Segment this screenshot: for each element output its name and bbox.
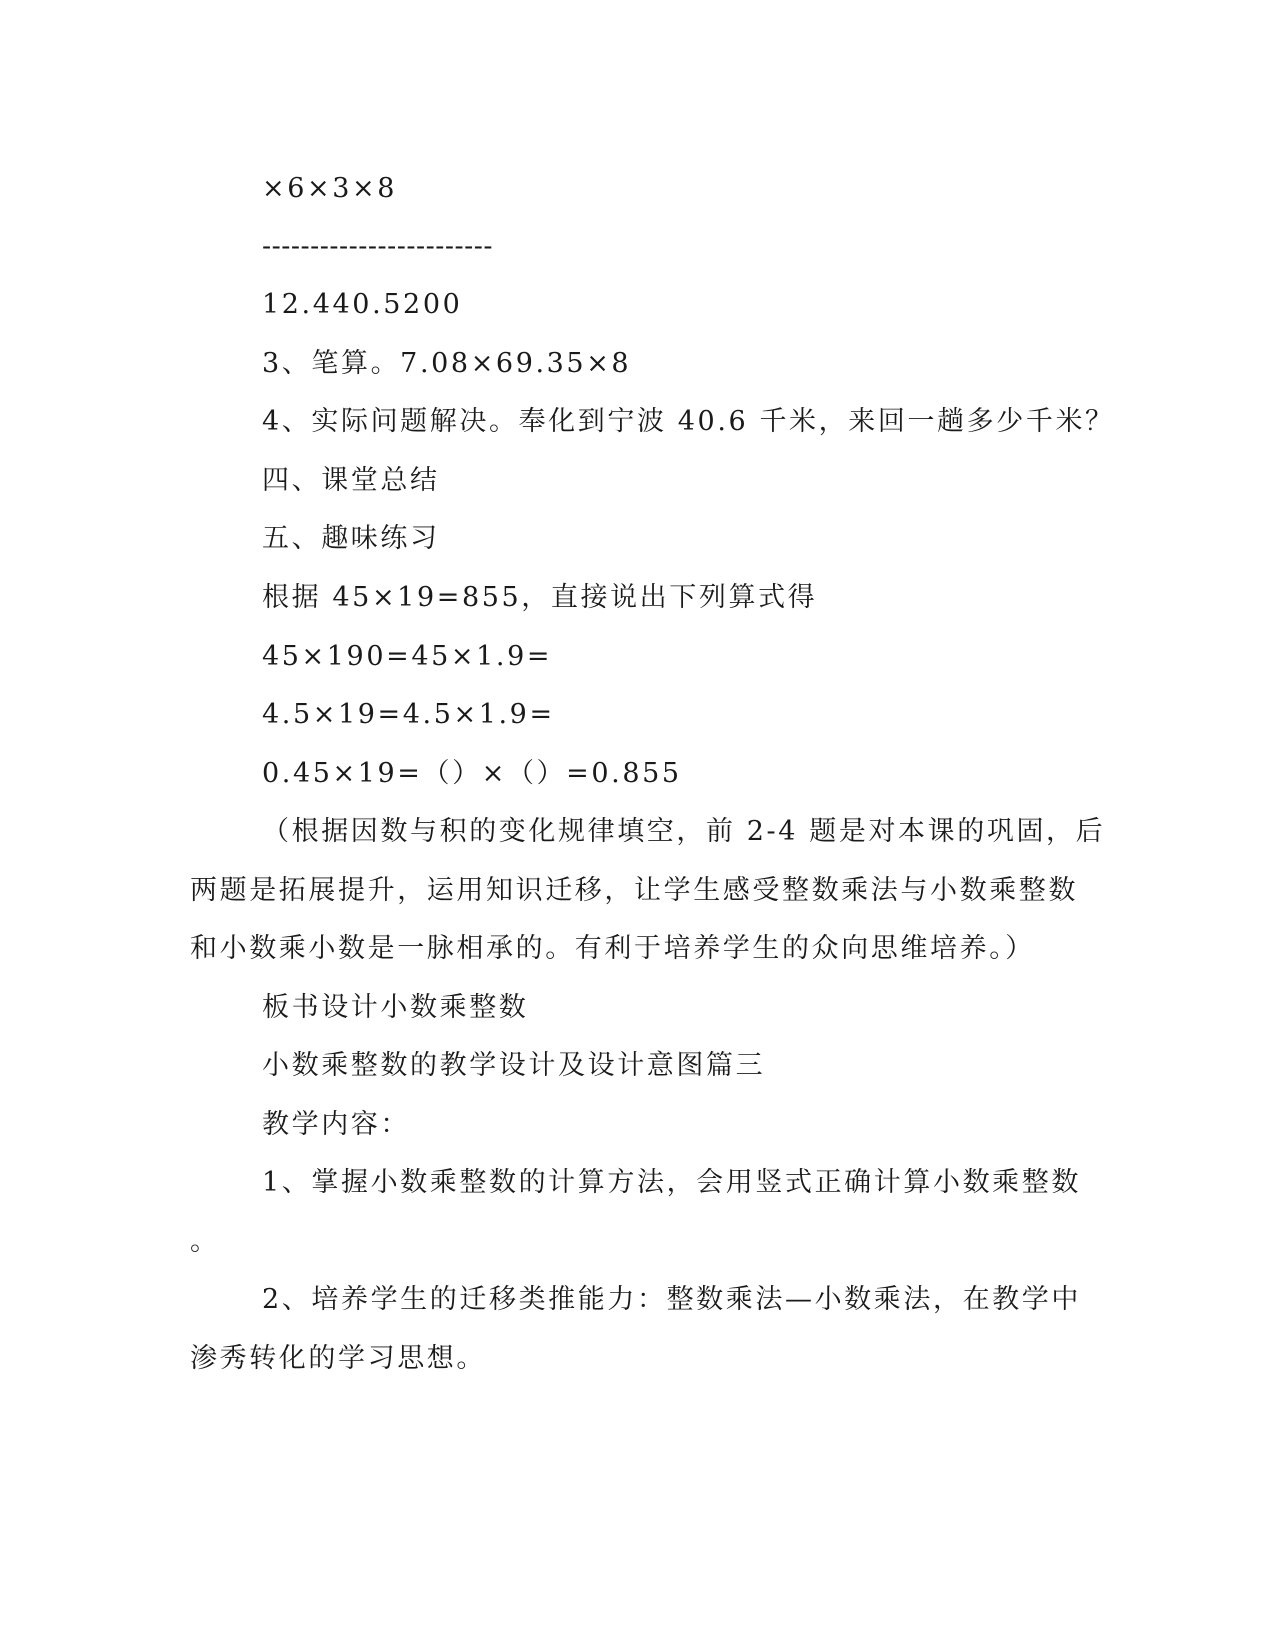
practice-equation-3: 0.45×19=（）×（）=0.855 bbox=[262, 758, 682, 789]
design-note-line-1: （根据因数与积的变化规律填空，前 2-4 题是对本课的巩固，后 bbox=[262, 816, 1106, 847]
objective-1-line-1: 1、掌握小数乘整数的计算方法，会用竖式正确计算小数乘整数 bbox=[262, 1167, 1081, 1198]
board-design-heading: 板书设计小数乘整数 bbox=[262, 992, 529, 1023]
section-title-part-3: 小数乘整数的教学设计及设计意图篇三 bbox=[262, 1050, 766, 1081]
divider-line: ------------------------ bbox=[262, 231, 493, 262]
design-note-line-3: 和小数乘小数是一脉相承的。有利于培养学生的众向思维培养。） bbox=[190, 933, 1035, 964]
objective-2-line-1: 2、培养学生的迁移类推能力：整数乘法—小数乘法，在教学中 bbox=[262, 1284, 1081, 1315]
exercise-3: 3、笔算。7.08×69.35×8 bbox=[262, 348, 632, 379]
objective-2-line-2: 渗秀转化的学习思想。 bbox=[190, 1343, 486, 1374]
exercise-4: 4、实际问题解决。奉化到宁波 40.6 千米，来回一趟多少千米？ bbox=[262, 406, 1115, 437]
design-note-line-2: 两题是拓展提升，运用知识迁移，让学生感受整数乘法与小数乘整数 bbox=[190, 875, 1078, 906]
teaching-content-heading: 教学内容： bbox=[262, 1109, 410, 1140]
practice-instruction: 根据 45×19=855，直接说出下列算式得 bbox=[262, 582, 818, 613]
result-row: 12.440.5200 bbox=[262, 289, 463, 320]
practice-equation-1: 45×190=45×1.9= bbox=[262, 641, 553, 672]
section-fun-practice-heading: 五、趣味练习 bbox=[262, 523, 440, 554]
multiplier-row: ×6×3×8 bbox=[262, 173, 398, 204]
objective-1-line-2: 。 bbox=[190, 1226, 220, 1257]
practice-equation-2: 4.5×19=4.5×1.9= bbox=[262, 699, 555, 730]
section-summary-heading: 四、课堂总结 bbox=[262, 465, 440, 496]
